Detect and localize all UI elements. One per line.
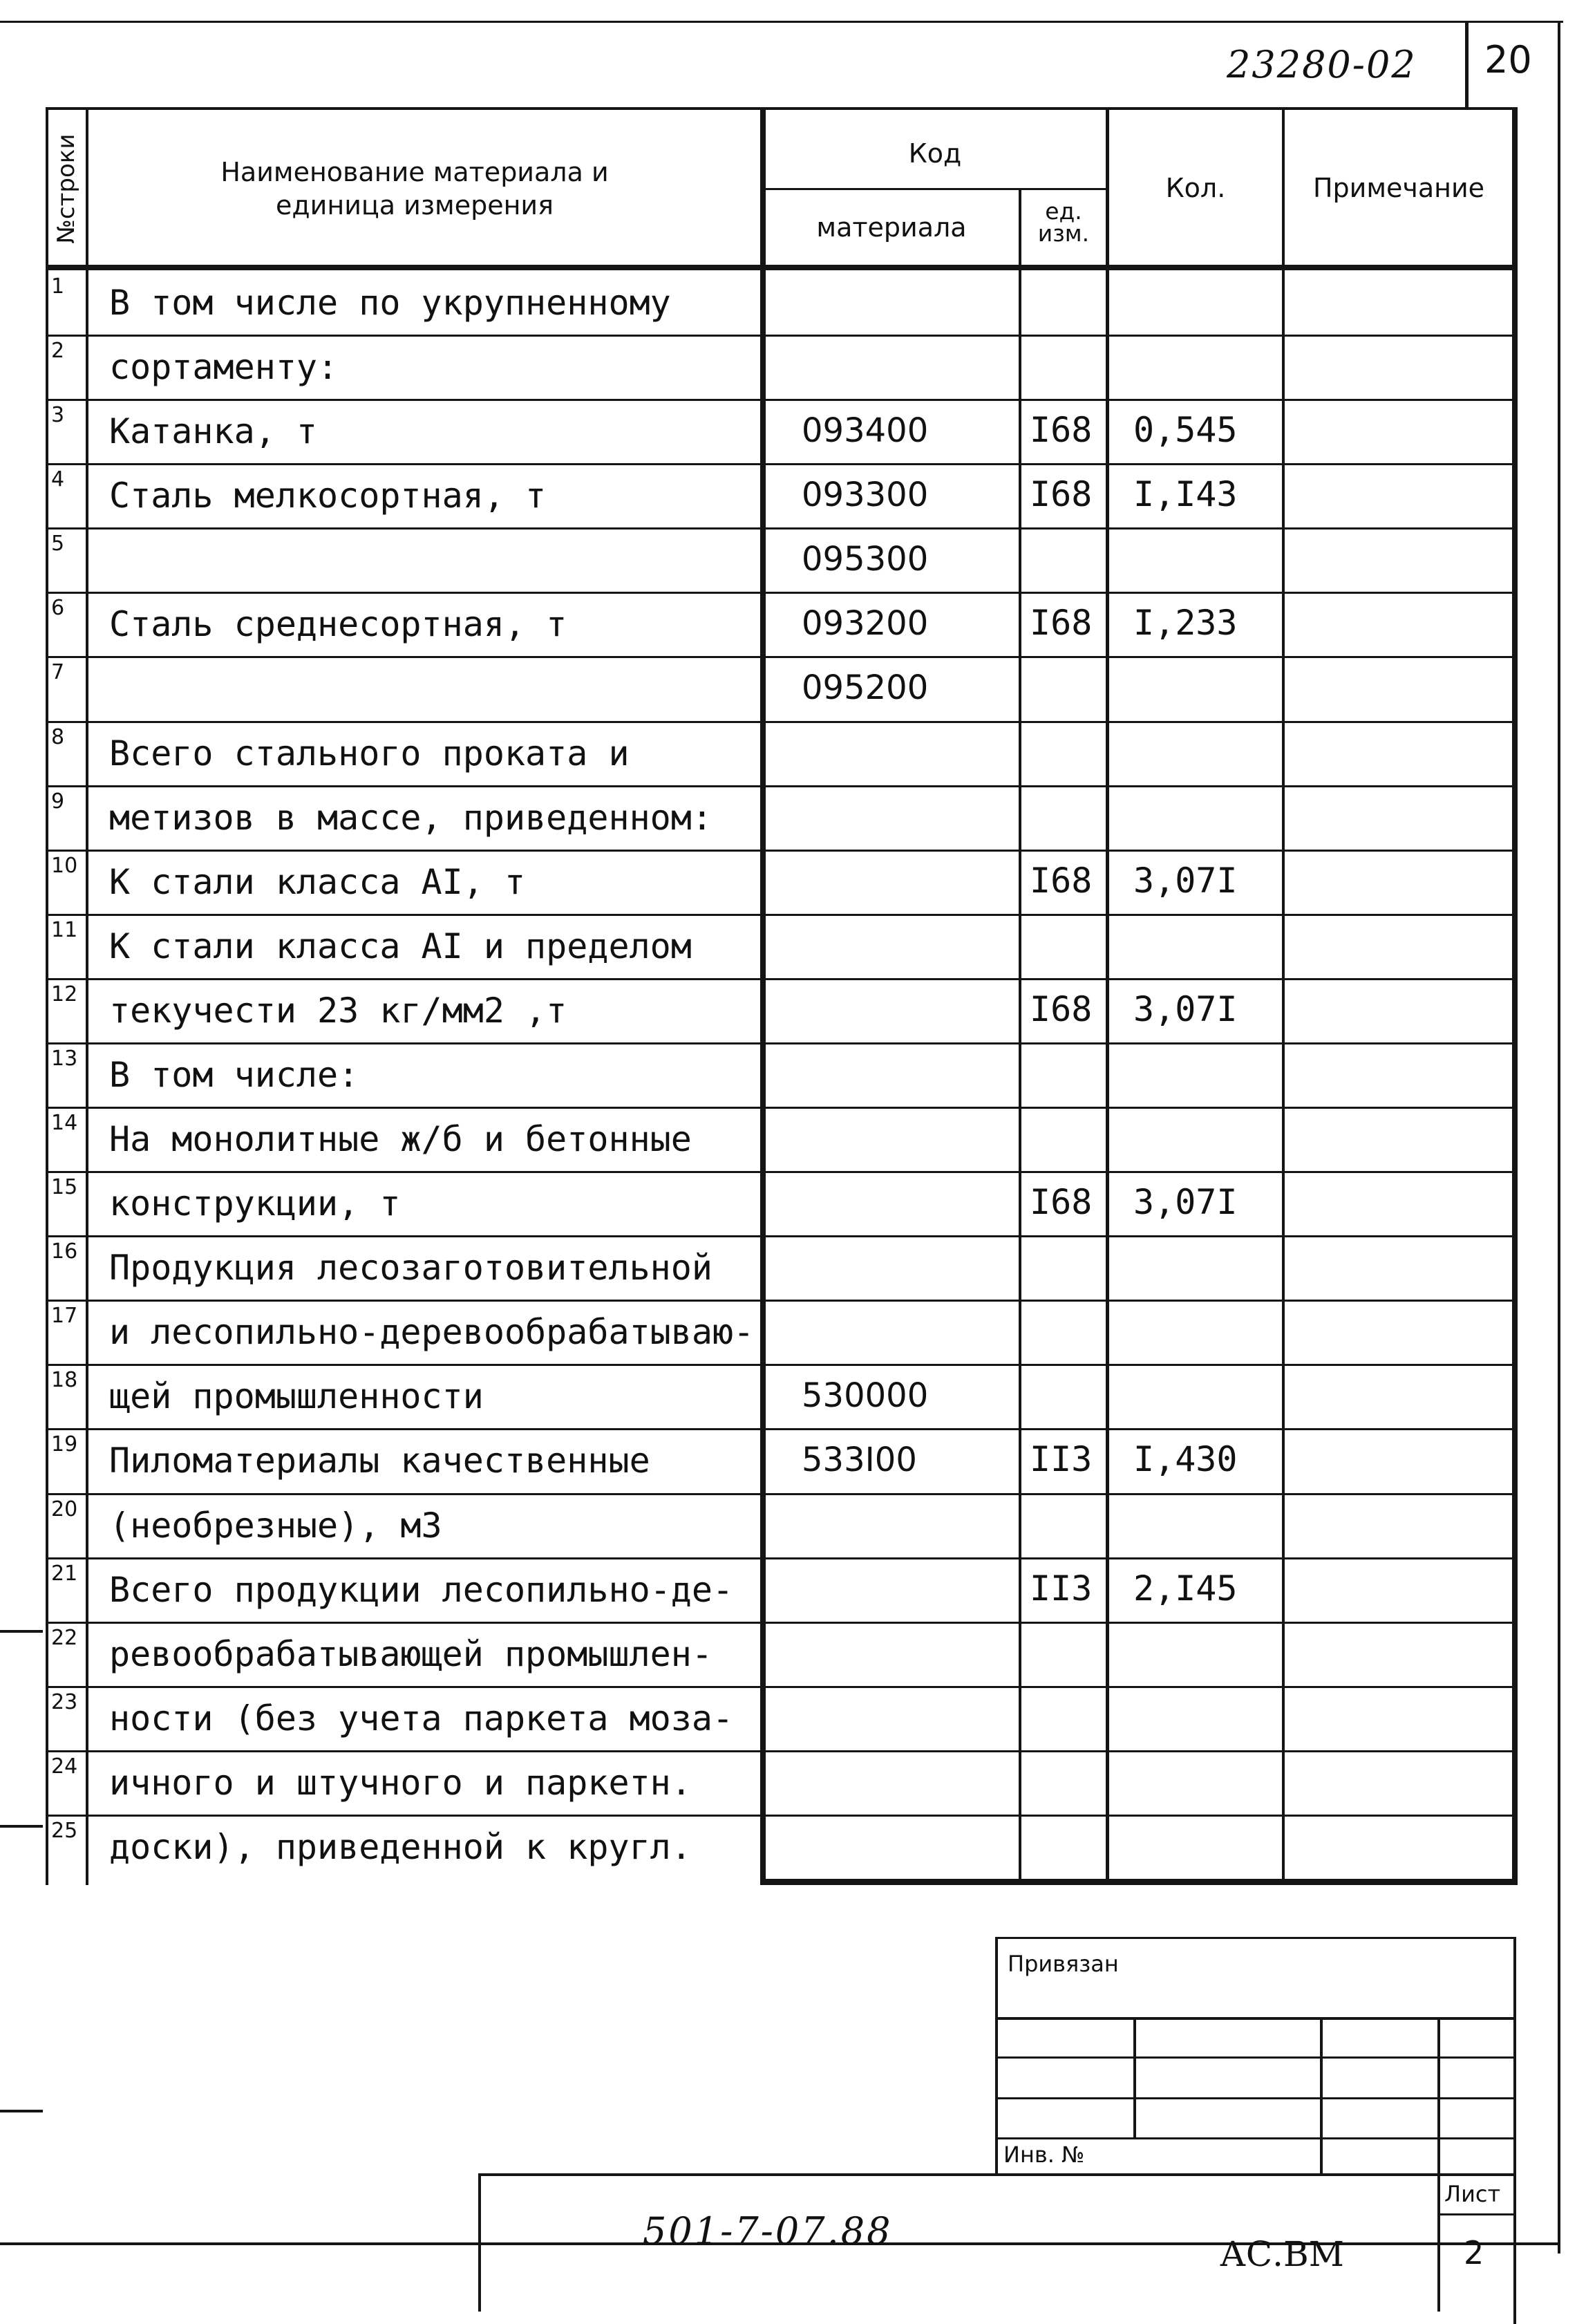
row-number: 25	[51, 1819, 78, 1843]
row-unit: I68	[1030, 603, 1093, 643]
table-row	[0, 1107, 1520, 1171]
row-name: Сталь мелкосортная, т	[109, 476, 547, 516]
row-number: 22	[51, 1626, 78, 1650]
row-name: Пиломатериалы качественные	[109, 1441, 650, 1481]
row-name: Катанка, т	[109, 411, 318, 451]
table-row	[0, 721, 1520, 785]
row-unit: II3	[1030, 1568, 1093, 1609]
table-row	[0, 1493, 1520, 1557]
row-number: 21	[51, 1562, 78, 1586]
header-code: Код	[908, 138, 962, 169]
table-row	[0, 850, 1520, 914]
row-unit: II3	[1030, 1439, 1093, 1479]
row-unit: I68	[1030, 474, 1093, 514]
row-name: доски), приведенной к кругл.	[109, 1827, 692, 1867]
sheet-label: Лист	[1444, 2181, 1501, 2207]
row-name: и лесопильно-деревообрабатываю-	[109, 1312, 755, 1352]
row-number: 17	[51, 1304, 78, 1328]
row-number: 1	[51, 274, 65, 299]
table-row	[0, 1750, 1520, 1815]
row-number: 24	[51, 1754, 78, 1779]
table-row	[0, 1557, 1520, 1622]
row-material-code: 533I00	[802, 1441, 917, 1479]
row-name: К стали класса AI, т	[109, 862, 526, 902]
table-row	[0, 1622, 1520, 1686]
sheet-value: 2	[1464, 2234, 1484, 2271]
row-material-code: 093200	[802, 604, 929, 643]
row-unit: I68	[1030, 989, 1093, 1029]
row-name: Сталь среднесортная, т	[109, 604, 567, 644]
row-material-code: 093400	[802, 411, 929, 450]
row-number: 11	[51, 918, 78, 942]
privyazan-label: Привязан	[1008, 1951, 1119, 1977]
document-code: 23280-02	[1227, 43, 1417, 86]
table-row	[0, 1686, 1520, 1750]
row-number: 19	[51, 1432, 78, 1456]
row-name: На монолитные ж/б и бетонные	[109, 1119, 692, 1159]
row-qty: I,430	[1133, 1439, 1238, 1479]
row-name: ичного и штучного и паркетн.	[109, 1763, 692, 1803]
row-number: 12	[51, 982, 78, 1006]
row-number: 16	[51, 1239, 78, 1264]
row-name: щей промышленности	[109, 1376, 484, 1416]
table-row	[0, 1428, 1520, 1492]
header-qty: Кол.	[1165, 173, 1226, 203]
row-material-code: 095300	[802, 540, 929, 579]
row-name: В том числе по укрупненному	[109, 283, 671, 323]
row-name: конструкции, т	[109, 1183, 401, 1224]
table-row	[0, 656, 1520, 720]
table-row	[0, 399, 1520, 463]
sheet-number: 20	[1484, 38, 1532, 82]
row-number: 20	[51, 1497, 78, 1521]
row-number: 13	[51, 1047, 78, 1071]
row-qty: 2,I45	[1133, 1568, 1238, 1609]
row-number: 10	[51, 854, 78, 878]
row-number: 5	[51, 532, 65, 556]
row-qty: 3,07I	[1133, 861, 1238, 901]
project-number: 501-7-07.88	[643, 2209, 893, 2253]
table-row	[0, 463, 1520, 527]
row-name: текучести 23 кг/мм2 ,т	[109, 991, 567, 1031]
header-unit: ед. изм.	[1037, 198, 1090, 247]
table-row	[0, 1042, 1520, 1107]
table-row	[0, 270, 1520, 335]
table-row	[0, 1235, 1520, 1300]
table-row	[0, 914, 1520, 978]
row-name: сортаменту:	[109, 347, 339, 387]
table-row	[0, 785, 1520, 850]
row-number: 23	[51, 1690, 78, 1714]
document-mark: АС.ВМ	[1220, 2234, 1344, 2274]
table-row	[0, 592, 1520, 656]
row-number: 14	[51, 1111, 78, 1135]
row-name: К стали класса AI и пределом	[109, 926, 692, 966]
row-name: ревообрабатывающей промышлен-	[109, 1634, 712, 1674]
row-qty: I,I43	[1133, 474, 1238, 514]
row-qty: I,233	[1133, 603, 1238, 643]
row-number: 8	[51, 725, 65, 749]
table-row	[0, 1364, 1520, 1428]
row-qty: 3,07I	[1133, 1182, 1238, 1222]
header-material-code: материала	[816, 212, 967, 243]
row-unit: I68	[1030, 410, 1093, 450]
row-name: (необрезные), м3	[109, 1506, 442, 1546]
row-name: Всего стального проката и	[109, 733, 630, 774]
inventory-number-label: Инв. №	[1003, 2142, 1085, 2168]
row-material-code: 093300	[802, 476, 929, 514]
row-number: 9	[51, 789, 65, 814]
table-row	[0, 1171, 1520, 1235]
row-name: метизов в массе, приведенном:	[109, 798, 712, 838]
row-number: 7	[51, 660, 65, 684]
row-name: В том числе:	[109, 1055, 359, 1095]
row-material-code: 530000	[802, 1376, 929, 1415]
row-number: 2	[51, 339, 65, 363]
header-name: Наименование материала и единица измерения	[220, 157, 609, 221]
row-number: 6	[51, 596, 65, 620]
header-note: Примечание	[1312, 173, 1485, 203]
table-row	[0, 527, 1520, 592]
row-name: ности (без учета паркета моза-	[109, 1698, 734, 1739]
row-material-code: 095200	[802, 668, 929, 707]
row-unit: I68	[1030, 861, 1093, 901]
row-number: 3	[51, 403, 65, 427]
row-number: 15	[51, 1175, 78, 1199]
table-row	[0, 1300, 1520, 1364]
header-row-number: №строки	[53, 133, 80, 243]
table-row	[0, 335, 1520, 399]
row-number: 18	[51, 1368, 78, 1392]
row-name: Всего продукции лесопильно-де-	[109, 1570, 734, 1610]
row-number: 4	[51, 467, 65, 491]
table-row	[0, 978, 1520, 1042]
row-qty: 3,07I	[1133, 989, 1238, 1029]
row-unit: I68	[1030, 1182, 1093, 1222]
row-name: Продукция лесозаготовительной	[109, 1248, 712, 1288]
table-row	[0, 1815, 1520, 1879]
row-qty: 0,545	[1133, 410, 1238, 450]
